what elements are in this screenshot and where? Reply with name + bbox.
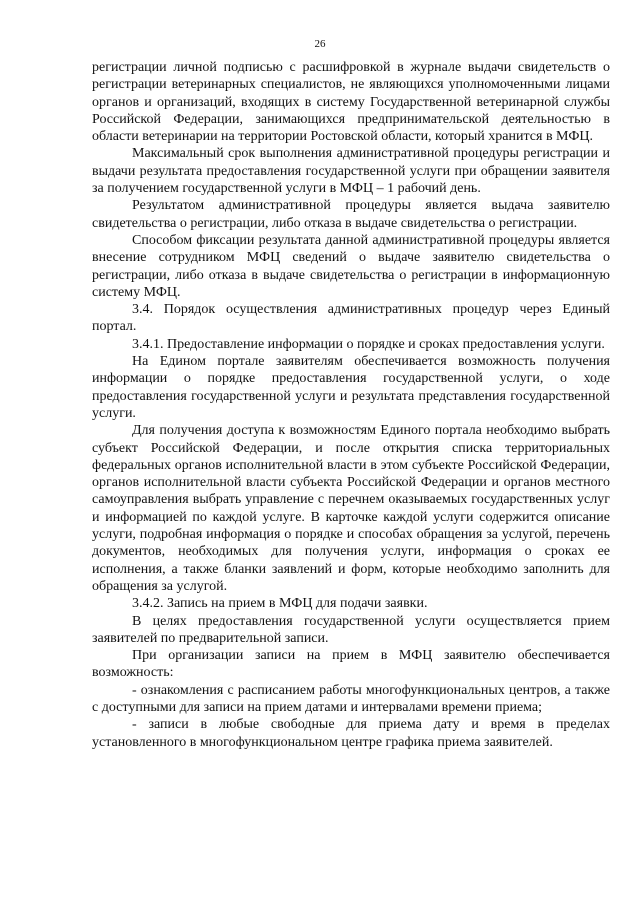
paragraph-max-term: Максимальный срок выполнения административной процедуры регистрации и выдачи результата предоставления государственной услуги при обращении заявителя за получением государственной услуги в МФЦ – 1 рабочий день. bbox=[92, 146, 610, 197]
document-body bbox=[92, 59, 610, 751]
list-item-schedule: - ознакомления с расписанием работы многофункциональных центров, а также с доступными для записи на прием датами и интервалами времени приема; bbox=[92, 682, 610, 715]
section-heading-3-4: 3.4. Порядок осуществления административных процедур через Единый портал. bbox=[92, 302, 610, 335]
paragraph-fixation: Способом фиксации результата данной административной процедуры является внесение сотрудником МФЦ сведений о выдаче заявителю свидетельства о регистрации, либо отказа в выдаче свидетельства о регистрации в информационную систему МФЦ. bbox=[92, 232, 610, 300]
section-heading-3-4-2: 3.4.2. Запись на прием в МФЦ для подачи заявки. bbox=[132, 596, 428, 612]
paragraph-portal-access: Для получения доступа к возможностям Единого портала необходимо выбрать субъект Российской Федерации, и после открытия списка территориальных федеральных органов исполнительной власти в этом субъекте Российской Федерации, органов исполнительной власти субъекта Российской Федерации и органов местного самоуправления выбрать управление с перечнем оказываемых государственных услуг и информацией по каждой услуге. В карточке каждой услуги содержится описание услуги, подробная информация о порядке и способах обращения за услугой, перечень документов, необходимых для получения услуги, информация о сроках ее исполнения, а также бланки заявлений и форм, которые необходимо заполнить для обращения за услугой. bbox=[92, 423, 610, 594]
paragraph-appointment-options: При организации записи на прием в МФЦ заявителю обеспечивается возможность: bbox=[92, 648, 610, 681]
page-number: 26 bbox=[314, 38, 326, 50]
paragraph-appointment-purpose: В целях предоставления государственной услуги осуществляется прием заявителей по предварительной записи. bbox=[92, 613, 610, 646]
list-item-free-slots: - записи в любые свободные для приема дату и время в пределах установленного в многофункциональном центре графика приема заявителей. bbox=[92, 717, 610, 750]
section-heading-3-4-1: 3.4.1. Предоставление информации о порядке и сроках предоставления услуги. bbox=[132, 336, 605, 352]
paragraph-portal-info: На Едином портале заявителям обеспечивается возможность получения информации о порядке предоставления государственной услуги, о ходе предоставления государственной услуги и результата представления государственной услуги. bbox=[92, 354, 610, 421]
paragraph-continuation: регистрации личной подписью с расшифровкой в журнале выдачи свидетельств о регистрации ветеринарных специалистов, не являющихся уполномоченными лицами органов и организаций, входящих в систему Государственной ветеринарной службы Российской Федерации, занимающихся предпринимательской деятельностью в области ветеринарии на территории Ростовской области, который хранится в МФЦ. bbox=[92, 60, 610, 145]
paragraph-result: Результатом административной процедуры является выдача заявителю свидетельства о регистрации, либо отказа в выдаче свидетельства о регистрации. bbox=[92, 198, 610, 231]
